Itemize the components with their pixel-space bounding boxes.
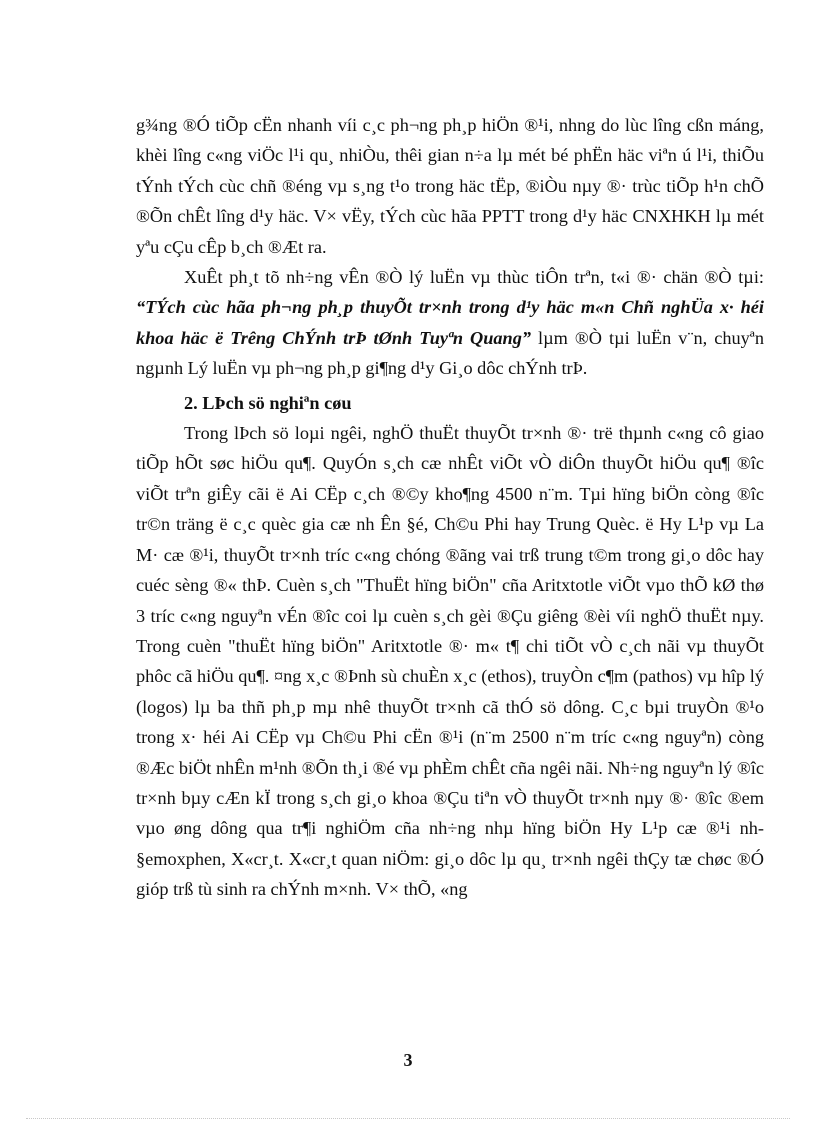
section-heading: 2. LÞch sö nghiªn cøu <box>184 392 352 413</box>
page-bottom-divider <box>26 1118 790 1119</box>
page-number: 3 <box>403 1050 413 1070</box>
paragraph-topic-intro: XuÊt ph¸t tõ nh÷ng vÊn ®Ò lý luËn vµ thùc tiÔn trªn, t«i ®· chän ®Ò tµi: <box>184 267 764 288</box>
paragraph-topic <box>136 262 764 384</box>
paragraph-topic-end: lµm ®Ò tµi luËn v¨n, chuyªn ngµnh Lý luËn vµ ph¬ng ph¸p gi¶ng d¹y Gi¸o dôc chÝnh trÞ. <box>136 327 764 379</box>
document-body <box>136 110 764 905</box>
paragraph-history: Trong lÞch sö loµi ngêi, nghÖ thuËt thuyÕt tr×nh ®· trë thµnh c«ng cô giao tiÕp hÕt søc hiÖu qu¶. QuyÓn s¸ch cæ nhÊt viÕt vÒ diÔn thuyÕt hiÖu qu¶ ®îc viÕt trªn giÊy cãi ë Ai CËp c¸ch ®©y kho¶ng 4500 n¨m. Tµi hïng biÖn còng ®îc tr©n träng ë c¸c quèc gia cæ nh Ên §é, Ch©u Phi hay Trung Quèc. ë Hy L¹p vµ La M· cæ ®¹i, thuyÕt tr×nh tríc c«ng chóng ®ãng vai trß trung t©m trong gi¸o dôc hay cuéc sèng ®« thÞ. Cuèn s¸ch "ThuËt hïng biÖn" cña Aritxtotle viÕt vµo thÕ kØ thø 3 tríc c«ng nguyªn vÉn ®îc coi lµ cuèn s¸ch gèi ®Çu giêng ®èi víi nghÖ thuËt nµy. Trong cuèn "thuËt hïng biÖn" Aritxtotle ®· m« t¶ chi tiÕt vÒ c¸ch nãi vµ thuyÕt phôc cã hiÖu qu¶. ¤ng x¸c ®Þnh sù chuÈn x¸c (ethos), truyÒn c¶m (pathos) vµ hîp lý (logos) lµ ba thñ ph¸p mµ nhê thuyÕt tr×nh cã thÓ sö dông. C¸c bµi truyÒn ®¹o trong x· héi Ai CËp vµ Ch©u Phi cËn ®¹i (n¨m 2500 n¨m tríc c«ng nguyªn) còng ®Æc biÖt nhÊn m¹nh ®Õn th¸i ®é vµ phÈm chÊt cña ngêi nãi. Nh÷ng nguyªn lý ®îc tr×nh bµy cÆn kÏ trong s¸ch gi¸o khoa ®Çu tiªn vÒ thuyÕt tr×nh nµy ®· ®îc ®em vµo øng dông qua tr¶i nghiÖm cña nh÷ng nhµ hïng biÖn Hy L¹p cæ ®¹i nh §emoxphen, X«cr¸t. X«cr¸t quan niÖm: gi¸o dôc lµ qu¸ tr×nh ngêi thÇy tæ chøc ®Ó gióp trß tù sinh ra chÝnh m×nh. V× thÕ, «ng <box>136 423 764 900</box>
thesis-title: “TÝch cùc hãa ph¬ng ph¸p thuyÕt tr×nh trong d¹y häc m«n Chñ nghÜa x· héi khoa häc ë Trêng ChÝnh trÞ tØnh Tuyªn Quang” <box>136 297 764 348</box>
paragraph-continuation: g¾ng ®Ó tiÕp cËn nhanh víi c¸c ph¬ng ph¸p hiÖn ®¹i, nhng do lùc lîng cßn máng, khèi lîng c«ng viÖc l¹i qu¸ nhiÒu, thêi gian n÷a lµ mét bé phËn häc viªn ú l¹i, thiÕu tÝnh tÝch cùc chñ ®éng vµ s¸ng t¹o trong häc tËp, ®iÒu nµy ®· trùc tiÕp h¹n chÕ ®Õn chÊt lîng d¹y häc. V× vËy, tÝch cùc hãa PPTT trong d¹y häc CNXHKH lµ mét yªu cÇu cÊp b¸ch ®Æt ra. <box>136 115 764 257</box>
